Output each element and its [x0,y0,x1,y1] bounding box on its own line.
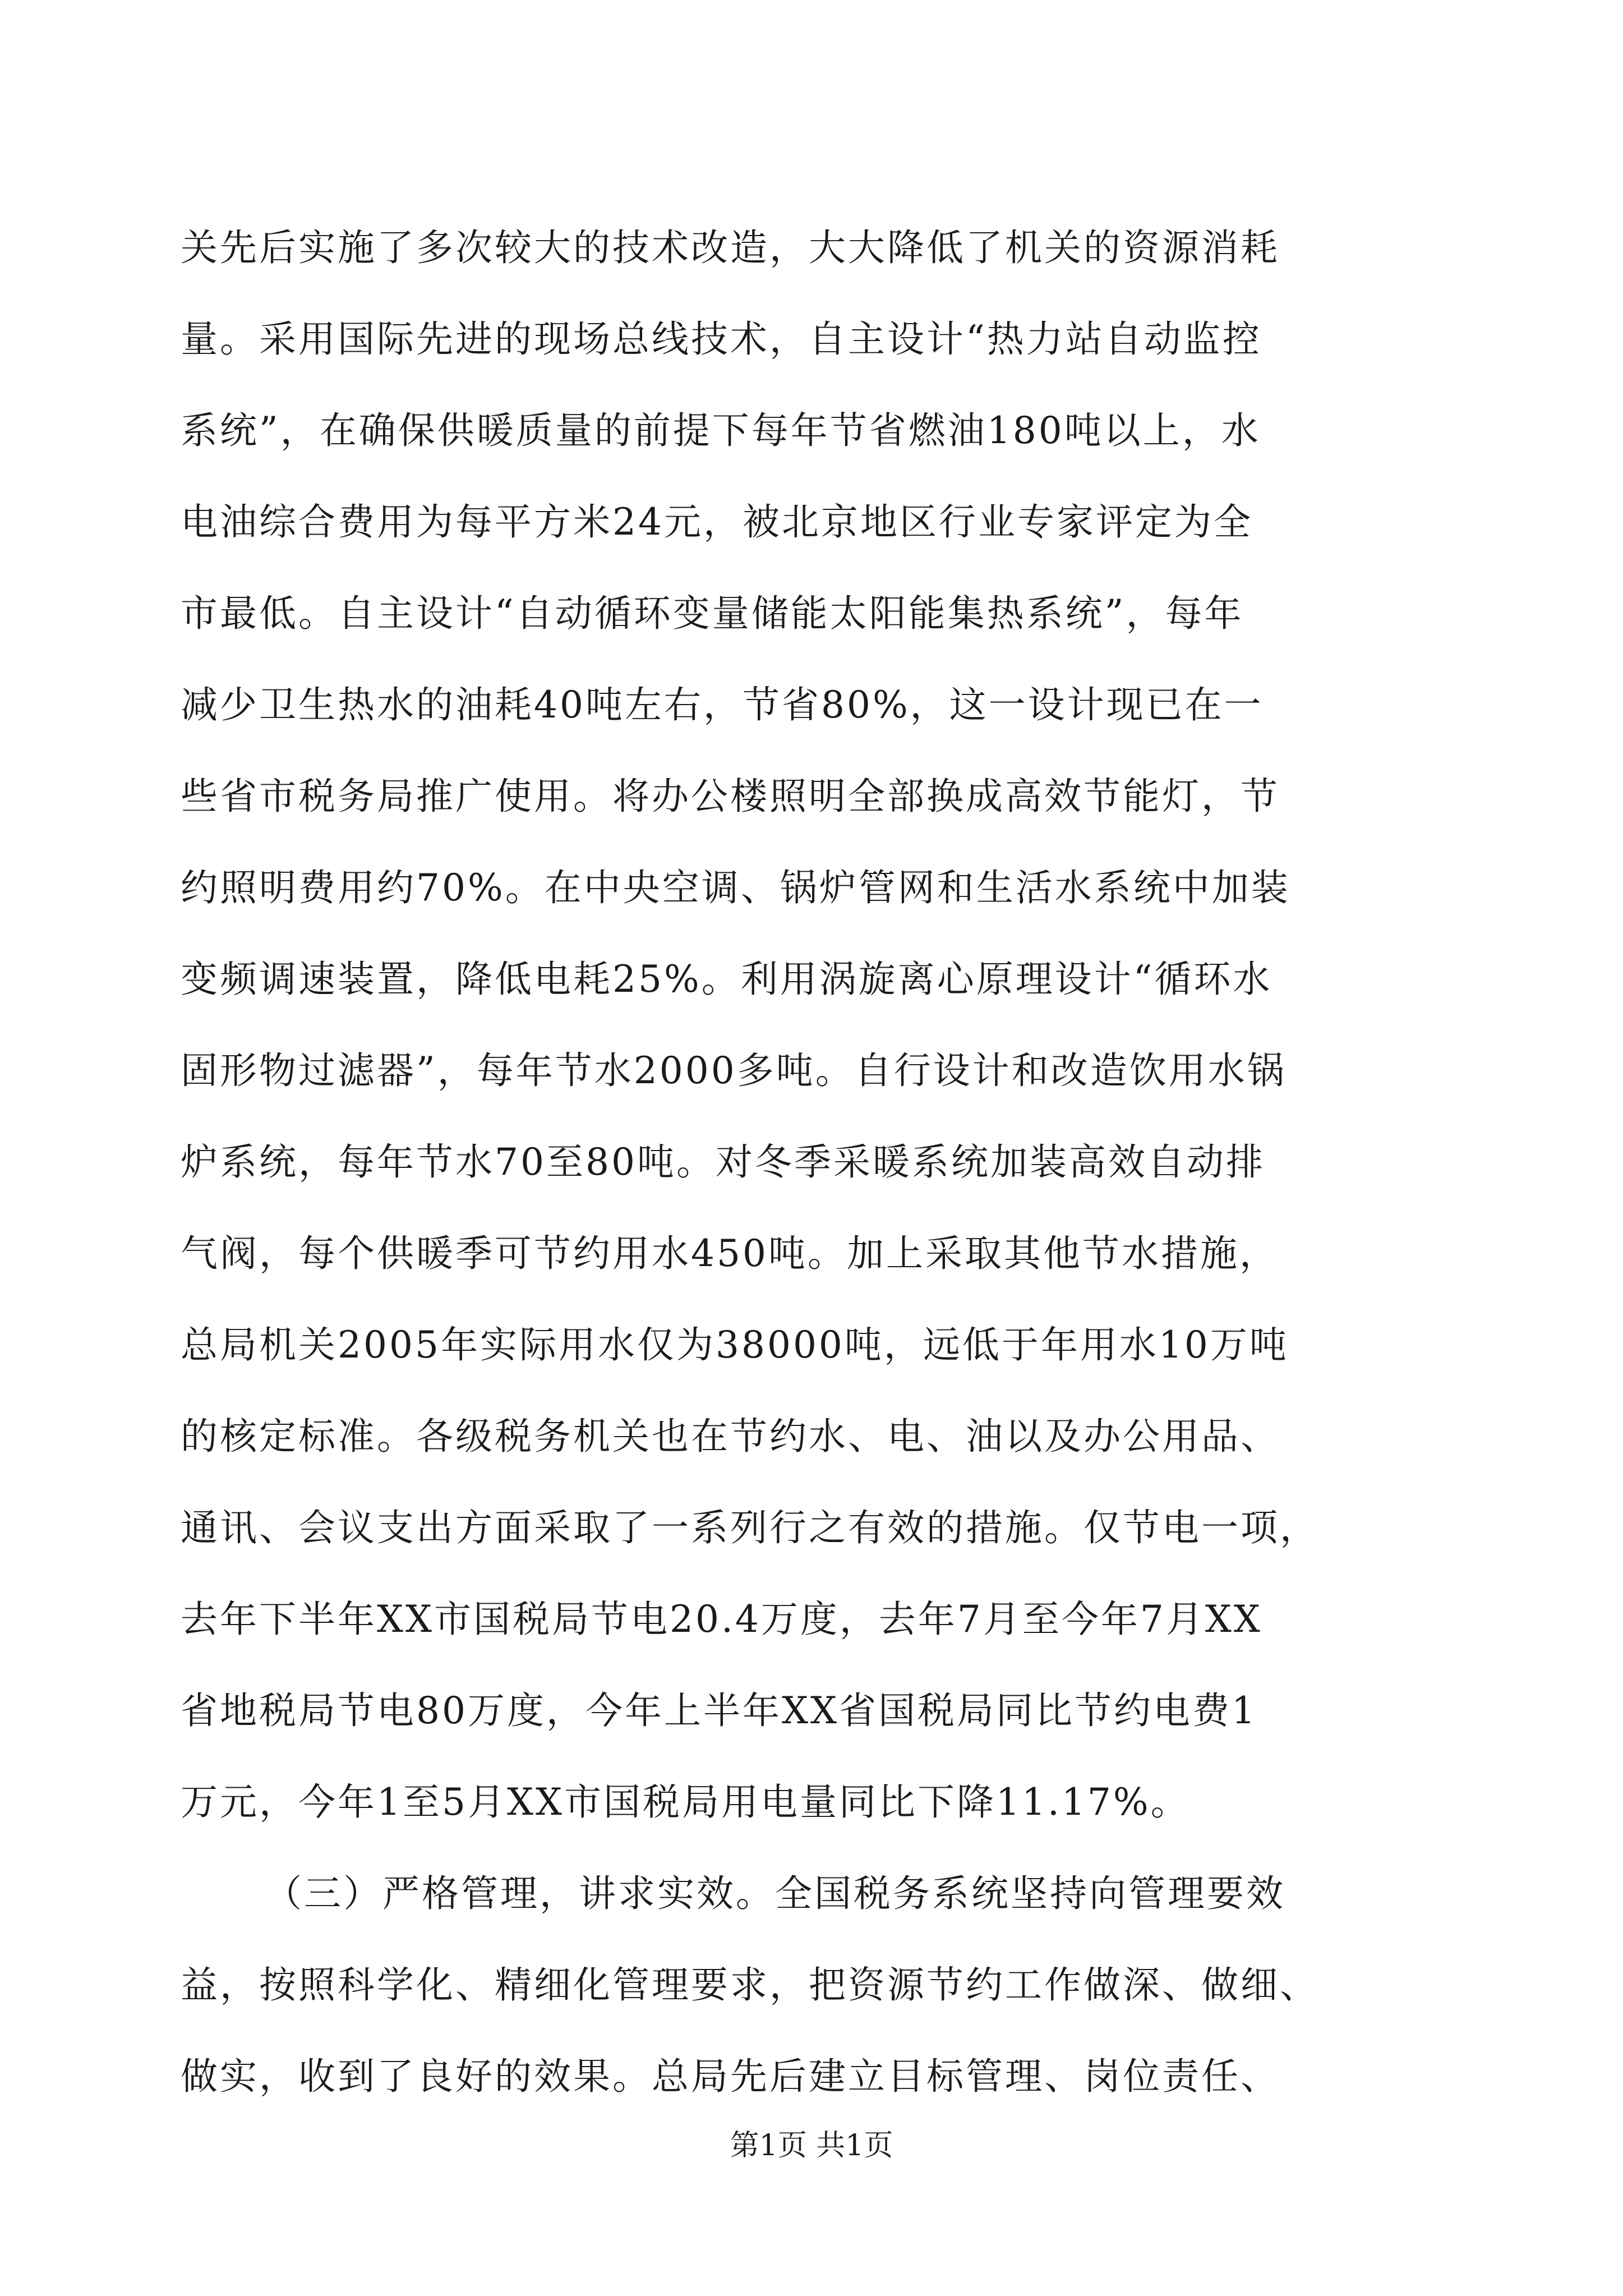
text-line: 的核定标准。各级税务机关也在节约水、电、油以及办公用品、 [181,1415,1280,1458]
text-line: 系统”，在确保供暖质量的前提下每年节省燃油180吨以上，水 [181,409,1261,452]
text-line: 关先后实施了多次较大的技术改造，大大降低了机关的资源消耗 [181,226,1280,269]
text-line: 减少卫生热水的油耗40吨左右，节省80%，这一设计现已在一 [181,683,1264,726]
text-line: 电油综合费用为每平方米24元，被北京地区行业专家评定为全 [181,500,1253,544]
text-line: 量。采用国际先进的现场总线技术，自主设计“热力站自动监控 [181,318,1262,361]
page-footer [0,2126,1623,2165]
text-line: 市最低。自主设计“自动循环变量储能太阳能集热系统”，每年 [181,592,1244,635]
text-line: 万元，今年1至5月XX市国税局用电量同比下降11.17%。 [181,1780,1190,1824]
text-line: 气阀，每个供暖季可节约用水450吨。加上采取其他节水措施， [181,1232,1279,1275]
page-number-label: 第1页 共1页 [730,2129,893,2162]
text-line: 炉系统，每年节水70至80吨。对冬季采暖系统加装高效自动排 [181,1140,1265,1184]
text-line: 益，按照科学化、精细化管理要求，把资源节约工作做深、做细、 [181,1963,1319,2007]
text-line: 通讯、会议支出方面采取了一系列行之有效的措施。仅节电一项， [181,1506,1319,1549]
text-line: 变频调速装置，降低电耗25%。利用涡旋离心原理设计“循环水 [181,958,1272,1001]
paragraph-heading-line: （三）严格管理，讲求实效。全国税务系统坚持向管理要效 [265,1872,1285,1915]
text-line: 去年下半年XX市国税局节电20.4万度，去年7月至今年7月XX [181,1598,1262,1641]
text-line: 省地税局节电80万度，今年上半年XX省国税局同比节约电费1 [181,1689,1257,1732]
text-line: 约照明费用约70%。在中央空调、锅炉管网和生活水系统中加装 [181,866,1290,909]
text-line: 固形物过滤器”，每年节水2000多吨。自行设计和改造饮用水锅 [181,1049,1287,1092]
text-line: 些省市税务局推广使用。将办公楼照明全部换成高效节能灯，节 [181,775,1280,818]
text-line: 总局机关2005年实际用水仅为38000吨，远低于年用水10万吨 [181,1323,1289,1366]
text-line: 做实，收到了良好的效果。总局先后建立目标管理、岗位责任、 [181,2055,1280,2098]
